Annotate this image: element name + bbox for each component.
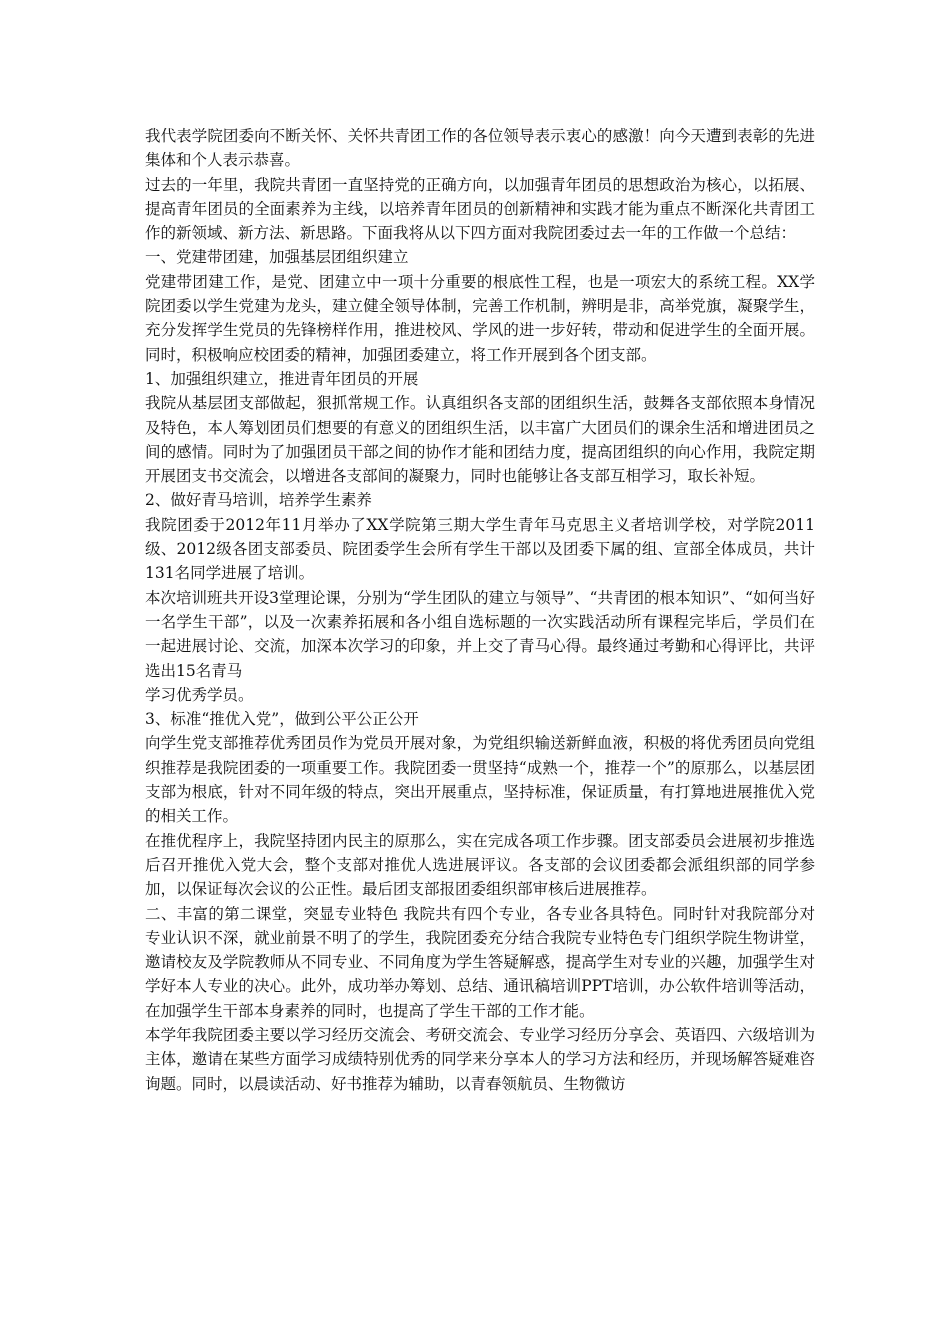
paragraph-excellent-students: 学习优秀学员。	[145, 685, 254, 704]
heading-subsection-1: 1、加强组织建立，推进青年团员的开展	[145, 369, 419, 388]
paragraph-second-classroom: 二、丰富的第二课堂，突显专业特色 我院共有四个专业，各专业各具特色。同时针对我院部分对专业认识不深，就业前景不明了的学生，我院团委充分结合我院专业特色专门组织学院生物讲堂，邀请校友及学院教师从不同专业、不同角度为学生答疑解惑，提高学生对专业的兴趣，加强学生对学好本人专业的决心。此外，成功举办筹划、总结、通讯稿培训PPT培训，办公软件培训等活动，在加强学生干部本身素养的同时，也提高了学生干部的工作才能。	[145, 904, 815, 1020]
document-body	[145, 124, 815, 1096]
paragraph-party-building: 党建带团建工作，是党、团建立中一项十分重要的根底性工程，也是一项宏大的系统工程。XX学院团委以学生党建为龙头，建立健全领导体制，完善工作机制，辨明是非，高举党旗，凝聚学生，充分发挥学生党员的先锋榜样作用，推进校风、学风的进一步好转，带动和促进学生的全面开展。同时，积极响应校团委的精神，加强团委建立，将工作开展到各个团支部。	[145, 272, 815, 364]
paragraph-overview: 过去的一年里，我院共青团一直坚持党的正确方向，以加强青年团员的思想政治为核心，以拓展、提高青年团员的全面素养为主线，以培养青年团员的创新精神和实践才能为重点不断深化共青团工作的新领域、新方法、新思路。下面我将从以下四方面对我院团委过去一年的工作做一个总结：	[145, 175, 815, 243]
paragraph-intro-thanks: 我代表学院团委向不断关怀、关怀共青团工作的各位领导表示衷心的感激！向今天遭到表彰的先进集体和个人表示恭喜。	[145, 127, 815, 170]
paragraph-procedure: 在推优程序上，我院坚持团内民主的原那么，实在完成各项工作步骤。团支部委员会进展初步推选后召开推优入党大会，整个支部对推优人选进展评议。各支部的会议团委都会派组织部的同学参加，以保证每次会议的公正性。最后团支部报团委组织部审核后进展推荐。	[145, 831, 815, 899]
heading-subsection-2: 2、做好青马培训，培养学生素养	[145, 491, 372, 510]
paragraph-training-school: 我院团委于2012年11月举办了XX学院第三期大学生青年马克思主义者培训学校，对学院2011级、2012级各团支部委员、院团委学生会所有学生干部以及团委下属的组、宣部全体成员，共计131名同学进展了培训。	[145, 515, 815, 583]
heading-subsection-3: 3、标准“推优入党”，做到公平公正公开	[145, 710, 419, 729]
paragraph-organization: 我院从基层团支部做起，狠抓常规工作。认真组织各支部的团组织生活，鼓舞各支部依照本身情况及特色，本人筹划团员们想要的有意义的团组织生活，以丰富广大团员们的课余生活和增进团员之间的感情。同时为了加强团员干部之间的协作才能和团结力度，提高团组织的向心作用，我院定期开展团支书交流会，以增进各支部间的凝聚力，同时也能够让各支部互相学习，取长补短。	[145, 394, 815, 486]
paragraph-study-exchange: 本学年我院团委主要以学习经历交流会、考研交流会、专业学习经历分享会、英语四、六级培训为主体，邀请在某些方面学习成绩特别优秀的同学来分享本人的学习方法和经历，并现场解答疑难咨询题。同时，以晨读活动、好书推荐为辅助，以青春领航员、生物微访	[145, 1025, 815, 1093]
heading-section-one: 一、党建带团建，加强基层团组织建立	[145, 248, 409, 267]
paragraph-training-courses: 本次培训班共开设3堂理论课，分别为“学生团队的建立与领导”、“共青团的根本知识”、“如何当好一名学生干部”，以及一次素养拓展和各小组自选标题的一次实践活动所有课程完毕后，学员们在一起进展讨论、交流，加深本次学习的印象，并上交了青马心得。最终通过考勤和心得评比，共评选出15名青马	[145, 588, 815, 680]
paragraph-recommendation: 向学生党支部推荐优秀团员作为党员开展对象，为党组织输送新鲜血液，积极的将优秀团员向党组织推荐是我院团委的一项重要工作。我院团委一贯坚持“成熟一个，推荐一个”的原那么，以基层团支部为根底，针对不同年级的特点，突出开展重点，坚持标准，保证质量，有打算地进展推优入党的相关工作。	[145, 734, 815, 826]
